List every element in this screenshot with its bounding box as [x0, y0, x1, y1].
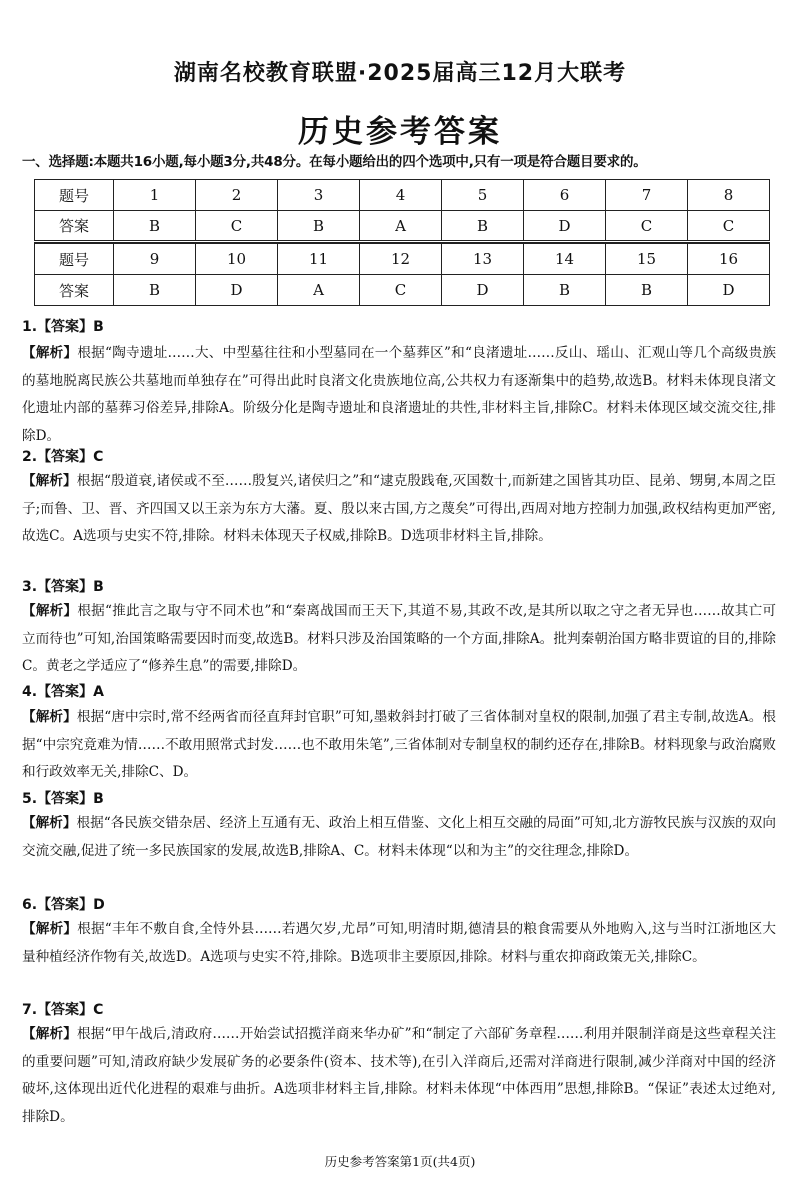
- answer-cell: B: [278, 211, 360, 242]
- row-label-number: 题号: [35, 244, 114, 275]
- question-number: 3.: [22, 579, 38, 595]
- section-instruction: 一、选择题:本题共16小题,每小题3分,共48分。在每小题给出的四个选项中,只有一项是符合题目要求的。: [22, 154, 647, 170]
- answer-cell: B: [442, 211, 524, 242]
- answer-label: 【答案】: [37, 684, 94, 700]
- question-4-analysis: [22, 704, 776, 787]
- analysis-label: 【解析】: [22, 921, 78, 937]
- answer-value: D: [93, 897, 105, 913]
- analysis-text: 根据“丰年不敷自食,全恃外县……若遇欠岁,尤昂”可知,明清时期,德清县的粮食需要从外地购入,这与当时江浙地区大量种植经济作物有关,故选D。A选项与史实不符,排除。B选项非主要原因,排除。材料与重农抑商政策无关,排除C。: [22, 921, 776, 965]
- table-row: [35, 275, 770, 306]
- question-2-answer: [22, 446, 103, 466]
- answer-cell: D: [196, 275, 278, 306]
- question-number: 1.: [22, 319, 38, 335]
- table-row: [35, 211, 770, 242]
- analysis-label: 【解析】: [22, 473, 77, 489]
- question-1-answer: [22, 316, 104, 336]
- question-2-analysis: [22, 468, 776, 551]
- question-number-cell: 7: [606, 180, 688, 211]
- question-number-cell: 10: [196, 244, 278, 275]
- answer-label: 【答案】: [37, 579, 94, 595]
- analysis-label: 【解析】: [22, 709, 77, 725]
- exam-title: 湖南名校教育联盟·2025届高三12月大联考: [173, 61, 627, 86]
- answer-cell: B: [606, 275, 688, 306]
- answer-cell: B: [114, 275, 196, 306]
- analysis-text: 根据“殷道衰,诸侯或不至……殷复兴,诸侯归之”和“逮克殷践奄,灭国数十,而新建之国皆其功臣、昆弟、甥舅,本周之臣子;而鲁、卫、晋、齐四国又以王亲为东方大藩。夏、殷以来古国,方之蔑矣”可得出,西周对地方控制力加强,政权结构更加严密,故选C。A选项与史实不符,排除。材料未体现天子权威,排除B。D选项非材料主旨,排除。: [22, 473, 777, 544]
- answer-cell: C: [360, 275, 442, 306]
- answer-value: A: [93, 684, 104, 700]
- page-title: 历史参考答案: [298, 114, 502, 150]
- question-5-answer: [22, 788, 104, 808]
- question-3-analysis: [22, 598, 776, 681]
- question-number-cell: 2: [196, 180, 278, 211]
- row-label-number: 题号: [35, 180, 114, 211]
- answer-value: C: [93, 1002, 104, 1018]
- question-number-cell: 1: [114, 180, 196, 211]
- question-number-cell: 14: [524, 244, 606, 275]
- question-number-cell: 9: [114, 244, 196, 275]
- question-number-cell: 15: [606, 244, 688, 275]
- row-label-answer: 答案: [35, 275, 114, 306]
- answer-cell: B: [114, 211, 196, 242]
- question-6-answer: [22, 894, 105, 914]
- question-number-cell: 12: [360, 244, 442, 275]
- question-7-analysis: [22, 1021, 776, 1131]
- question-number-cell: 11: [278, 244, 360, 275]
- answer-cell: D: [524, 211, 606, 242]
- answer-value: C: [93, 449, 104, 465]
- page-footer: 历史参考答案第1页(共4页): [324, 1154, 476, 1169]
- question-number: 2.: [22, 449, 38, 465]
- question-3-answer: [22, 576, 104, 596]
- answer-value: B: [93, 791, 104, 807]
- question-1-analysis: [22, 340, 776, 450]
- answer-label: 【答案】: [37, 791, 94, 807]
- answer-table-1: [34, 179, 770, 243]
- answer-cell: A: [278, 275, 360, 306]
- answer-cell: D: [442, 275, 524, 306]
- answer-label: 【答案】: [37, 897, 94, 913]
- answer-value: B: [93, 579, 104, 595]
- question-number-cell: 8: [688, 180, 770, 211]
- table-row: [35, 180, 770, 211]
- question-number: 5.: [22, 791, 38, 807]
- question-number-cell: 13: [442, 244, 524, 275]
- question-4-answer: [22, 681, 104, 701]
- answer-label: 【答案】: [37, 449, 94, 465]
- answer-cell: C: [196, 211, 278, 242]
- analysis-text: 根据“推此言之取与守不同术也”和“秦离战国而王天下,其道不易,其政不改,是其所以取之守之者无异也……故其亡可立而待也”可知,治国策略需要因时而变,故选B。材料只涉及治国策略的一个方面,排除A。批判秦朝治国方略非贾谊的目的,排除C。黄老之学适应了“修养生息”的需要,排除D。: [22, 603, 776, 674]
- row-label-answer: 答案: [35, 211, 114, 242]
- answer-cell: B: [524, 275, 606, 306]
- analysis-label: 【解析】: [22, 1026, 77, 1042]
- question-6-analysis: [22, 916, 776, 971]
- question-number-cell: 5: [442, 180, 524, 211]
- analysis-text: 根据“唐中宗时,常不经两省而径直拜封官职”可知,墨敕斜封打破了三省体制对皇权的限制,加强了君主专制,故选A。根据“中宗究竟难为情……不敢用照常式封发……也不敢用朱笔”,三省体制对专制皇权的制约还存在,排除B。材料现象与政治腐败和行政效率无关,排除C、D。: [22, 709, 777, 780]
- question-number: 4.: [22, 684, 38, 700]
- answer-cell: D: [688, 275, 770, 306]
- question-7-answer: [22, 999, 103, 1019]
- question-number-cell: 3: [278, 180, 360, 211]
- question-number-cell: 4: [360, 180, 442, 211]
- analysis-label: 【解析】: [22, 603, 78, 619]
- analysis-text: 根据“陶寺遗址……大、中型墓往往和小型墓同在一个墓葬区”和“良渚遗址……反山、瑶山、汇观山等几个高级贵族的墓地脱离民族公共墓地而单独存在”可得出此时良渚文化贵族地位高,公共权力有逐渐集中的趋势,故选B。材料未体现良渚文化遗址内部的墓葬习俗差异,排除A。阶级分化是陶寺遗址和良渚遗址的共性,非材料主旨,排除C。材料未体现区域交流交往,排除D。: [22, 345, 776, 444]
- question-number-cell: 16: [688, 244, 770, 275]
- question-5-analysis: [22, 810, 776, 865]
- question-number-cell: 6: [524, 180, 606, 211]
- analysis-text: 根据“甲午战后,清政府……开始尝试招揽洋商来华办矿”和“制定了六部矿务章程……利用并限制洋商是这些章程关注的重要问题”可知,清政府缺少发展矿务的必要条件(资本、技术等),在引入洋商后,还需对洋商进行限制,减少洋商对中国的经济破坏,这体现出近代化进程的艰难与曲折。A选项非材料主旨,排除。材料未体现“中体西用”思想,排除B。“保证”表述太过绝对,排除D。: [22, 1026, 777, 1125]
- analysis-text: 根据“各民族交错杂居、经济上互通有无、政治上相互借鉴、文化上相互交融的局面”可知,北方游牧民族与汉族的双向交流交融,促进了统一多民族国家的发展,故选B,排除A、C。材料未体现“以和为主”的交往理念,排除D。: [22, 815, 776, 859]
- answer-cell: C: [606, 211, 688, 242]
- answer-cell: A: [360, 211, 442, 242]
- analysis-label: 【解析】: [22, 345, 78, 361]
- answer-value: B: [93, 319, 104, 335]
- answer-label: 【答案】: [37, 1002, 94, 1018]
- analysis-label: 【解析】: [22, 815, 77, 831]
- answer-label: 【答案】: [37, 319, 94, 335]
- answer-table-2: [34, 243, 770, 306]
- question-number: 7.: [22, 1002, 38, 1018]
- answer-cell: C: [688, 211, 770, 242]
- question-number: 6.: [22, 897, 38, 913]
- table-row: [35, 244, 770, 275]
